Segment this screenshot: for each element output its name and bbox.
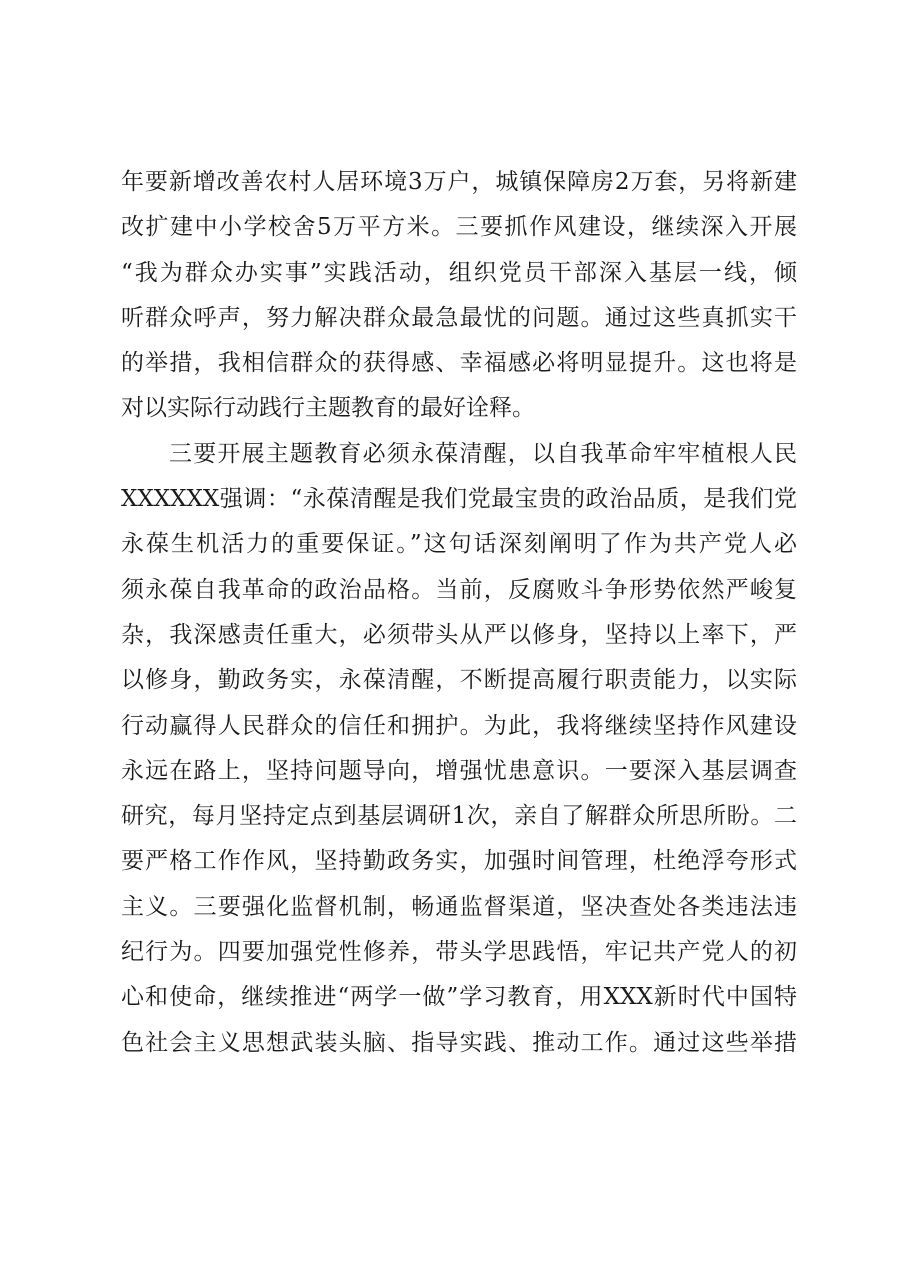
- text-line: XXXXXX强调：“永葆清醒是我们党最宝贵的政治品质，是我们党: [121, 486, 797, 513]
- text-line: 杂，我深感责任重大，必须带头从严以修身，坚持以上率下，严: [121, 621, 797, 648]
- text-line: 永远在路上，坚持问题导向，增强忧患意识。一要深入基层调查: [121, 757, 797, 784]
- text-line: 色社会主义思想武装头脑、指导实践、推动工作。通过这些举措: [121, 1029, 797, 1056]
- text-line: 改扩建中小学校舍5万平方米。三要抓作风建设，继续深入开展: [121, 214, 797, 241]
- text-line: 的举措，我相信群众的获得感、幸福感必将明显提升。这也将是: [121, 350, 797, 377]
- text-line: 以修身，勤政务实，永葆清醒，不断提高履行职责能力，以实际: [121, 667, 797, 694]
- text-line: 行动赢得人民群众的信任和拥护。为此，我将继续坚持作风建设: [121, 712, 797, 739]
- text-line: 纪行为。四要加强党性修养，带头学思践悟，牢记共产党人的初: [121, 939, 797, 966]
- text-line: “我为群众办实事”实践活动，组织党员干部深入基层一线，倾: [121, 259, 797, 286]
- text-line: 年要新增改善农村人居环境3万户，城镇保障房2万套，另将新建: [121, 169, 797, 195]
- text-line: 须永葆自我革命的政治品格。当前，反腐败斗争形势依然严峻复: [121, 576, 797, 603]
- text-line: 永葆生机活力的重要保证。”这句话深刻阐明了作为共产党人必: [121, 531, 797, 558]
- body-text: [121, 160, 797, 1066]
- text-line: 对以实际行动践行主题教育的最好诠释。: [121, 395, 535, 422]
- paragraph-first-line: 三要开展主题教育必须永葆清醒，以自我革命牢牢植根人民: [169, 440, 797, 467]
- text-line: 听群众呼声，努力解决群众最急最忧的问题。通过这些真抓实干: [121, 304, 797, 331]
- text-line: 研究，每月坚持定点到基层调研1次，亲自了解群众所思所盼。二: [121, 803, 797, 830]
- text-line: 主义。三要强化监督机制，畅通监督渠道，坚决查处各类违法违: [121, 893, 797, 920]
- text-line: 要严格工作作风，坚持勤政务实，加强时间管理，杜绝浮夸形式: [121, 848, 797, 875]
- text-line: 心和使命，继续推进“两学一做”学习教育，用XXX新时代中国特: [121, 984, 797, 1011]
